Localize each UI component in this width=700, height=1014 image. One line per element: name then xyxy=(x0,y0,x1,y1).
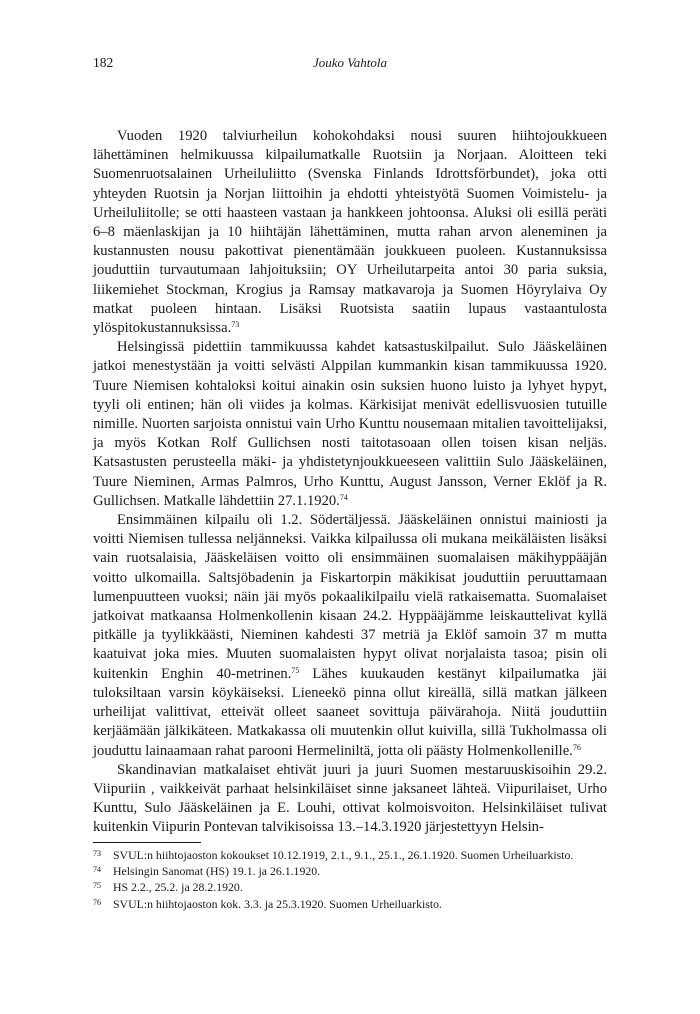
footnotes xyxy=(93,848,607,913)
footnote-ref[interactable]: 76 xyxy=(572,742,581,752)
paragraph: Skandinavian matkalaiset ehtivät juuri ja juuri Suomen mestaruuskisoihin 29.2. Viipuriin , vaikkeivät parhaat helsinkiläiset sinne jaksaneet lähteä. Viipurilaiset, Urho Kunttu, Sulo Jääskeläinen ja E. Louhi, ottivat kolmoisvoiton. Helsinkiläiset tulivat kuitenkin Viipurin Pontevan talvikisoissa 13.–14.3.1920 järjestettyyn Helsin- xyxy=(93,761,607,836)
footnote-ref[interactable]: 75 xyxy=(291,665,300,675)
footnote xyxy=(93,897,607,912)
footnote-rule xyxy=(93,842,201,843)
paragraph: Ensimmäinen kilpailu oli 1.2. Södertäljessä. Jääskeläinen onnistui mainiosti ja voitti Niemisen tullessa neljänneksi. Vaikka kilpailussa oli mukana meikäläisten lisäksi vain ruotsalaisia, Jääskeläisen voitto oli ensimmäinen suomalaisen mäkihyppääjän voitto ulkomailla. Saltsjöbadenin ja Fiskartorpin mäkikisat jouduttiin peruuttamaan lumenpuutteen vuoksi; näin jäi myös pokaalikilpailu vielä ratkaisematta. Suomalaiset jatkoivat matkaansa Holmenkollenin kisaan 24.2. Hyppääjämme leiskauttelivat kyllä pitkälle ja tyylikkäästi, Nieminen kahdesti 37 metriä ja Eklöf samoin 37 m mutta kaatuivat joka mies. Muuten suomalaisten hypyt olivat norjalaista tasoa; pisin oli kuitenkin Enghin 40-metrinen.$^{75}$ Lähes kuukauden kestänyt kilpailumatka jäi tuloksiltaan varsin köykäiseksi. Lieneekö pinna ollut kireällä, sillä matkan jälkeen urheilijat valittivat, etteivät olleet saaneet sovittuja päivärahoja. Niitä jouduttiin kerjäämään jälkikäteen. Matkakassa oli muutenkin ollut kuivilla, sillä Tukholmassa oli jouduttu lainaamaan rahat parooni Hermeliniltä, jotta oli päästy Holmenkollenille.$^{76}$ xyxy=(93,512,607,759)
footnote-ref[interactable]: 74 xyxy=(339,492,348,502)
footnote-ref[interactable]: 73 xyxy=(231,320,240,330)
body-text xyxy=(93,127,607,838)
footnote-number: 73 xyxy=(93,849,101,858)
paragraph: Helsingissä pidettiin tammikuussa kahdet katsastuskilpailut. Sulo Jääskeläinen jatkoi menestystään ja voitti selvästi Alppilan kummankin kisan tammikuussa 1920. Tuure Niemisen kohtaloksi koitui ainakin osin suksien huono luisto ja lyhyet hypyt, tyyli oli entinen; hän oli viides ja kolmas. Kärkisijat menivät edellisvuosien tutuille nimille. Nuorten sarjoista onnistui vain Urho Kunttu nousemaan mitalien tavoittelijaksi, ja myös Kotkan Rolf Gullichsen nosti taitotasoaan ollen toisen kisan neljäs. Katsastusten perusteella mäki- ja yhdistetynjoukkueeseen valittiin Sulo Jääskeläinen, Tuure Nieminen, Armas Palmros, Urho Kunttu, August Jansson, Verner Eklöf ja R. Gullichsen. Matkalle lähdettiin 27.1.1920.74 xyxy=(93,339,607,509)
footnote-number: 76 xyxy=(93,897,101,907)
footnote xyxy=(93,864,607,879)
footnote xyxy=(93,880,607,895)
page-header xyxy=(93,55,607,75)
footnote-number: 74 xyxy=(93,865,101,875)
footnote-text: Helsingin Sanomat (HS) 19.1. ja 26.1.1920. xyxy=(113,864,321,879)
page-number: 182 xyxy=(93,55,114,70)
footnote-number: 75 xyxy=(93,881,101,891)
running-head: Jouko Vahtola xyxy=(312,55,387,70)
paragraph: Vuoden 1920 talviurheilun kohokohdaksi nousi suuren hiihtojoukkueen lähettäminen helmikuussa kilpailumatkalle Ruotsiin ja Norjaan. Aloitteen teki Suomenruotsalainen Urheiluliitto (Svenska Finlands Idrottsförbundet), joka otti yhteyden Ruotsin ja Norjan liittoihin ja ehdotti yhteistyötä Suomen Voimistelu- ja Urheiluliitolle; se otti haasteen vastaan ja hankkeen johtoonsa. Aluksi oli esillä peräti 6–8 mäenlaskijan ja 10 hiihtäjän lähettäminen, mutta rahan arvon aleneminen ja kustannusten nousu pakottivat pienentämään joukkueen puoleen. Kustannuksissa jouduttiin turvautumaan lahjoituksiin; OY Urheilutarpeita antoi 30 paria suksia, liikemiehet Stockman, Krogius ja Ramsay matkavaroja ja Suomen Höyrylaiva Oy matkat puoleen hintaan. Lisäksi Ruotsista saatiin lupaus vastaantulosta ylöspitokustannuksissa.$^{73}$ xyxy=(93,128,607,337)
footnote xyxy=(93,848,607,863)
footnote-text: SVUL:n hiihtojaoston kokoukset 10.12.1919, 2.1., 9.1., 25.1., 26.1.1920. Suomen Urheiluarkisto. xyxy=(113,848,574,862)
footnote-text: SVUL:n hiihtojaoston kok. 3.3. ja 25.3.1920. Suomen Urheiluarkisto. xyxy=(113,896,442,911)
footnote-text: HS 2.2., 25.2. ja 28.2.1920. xyxy=(113,880,243,895)
